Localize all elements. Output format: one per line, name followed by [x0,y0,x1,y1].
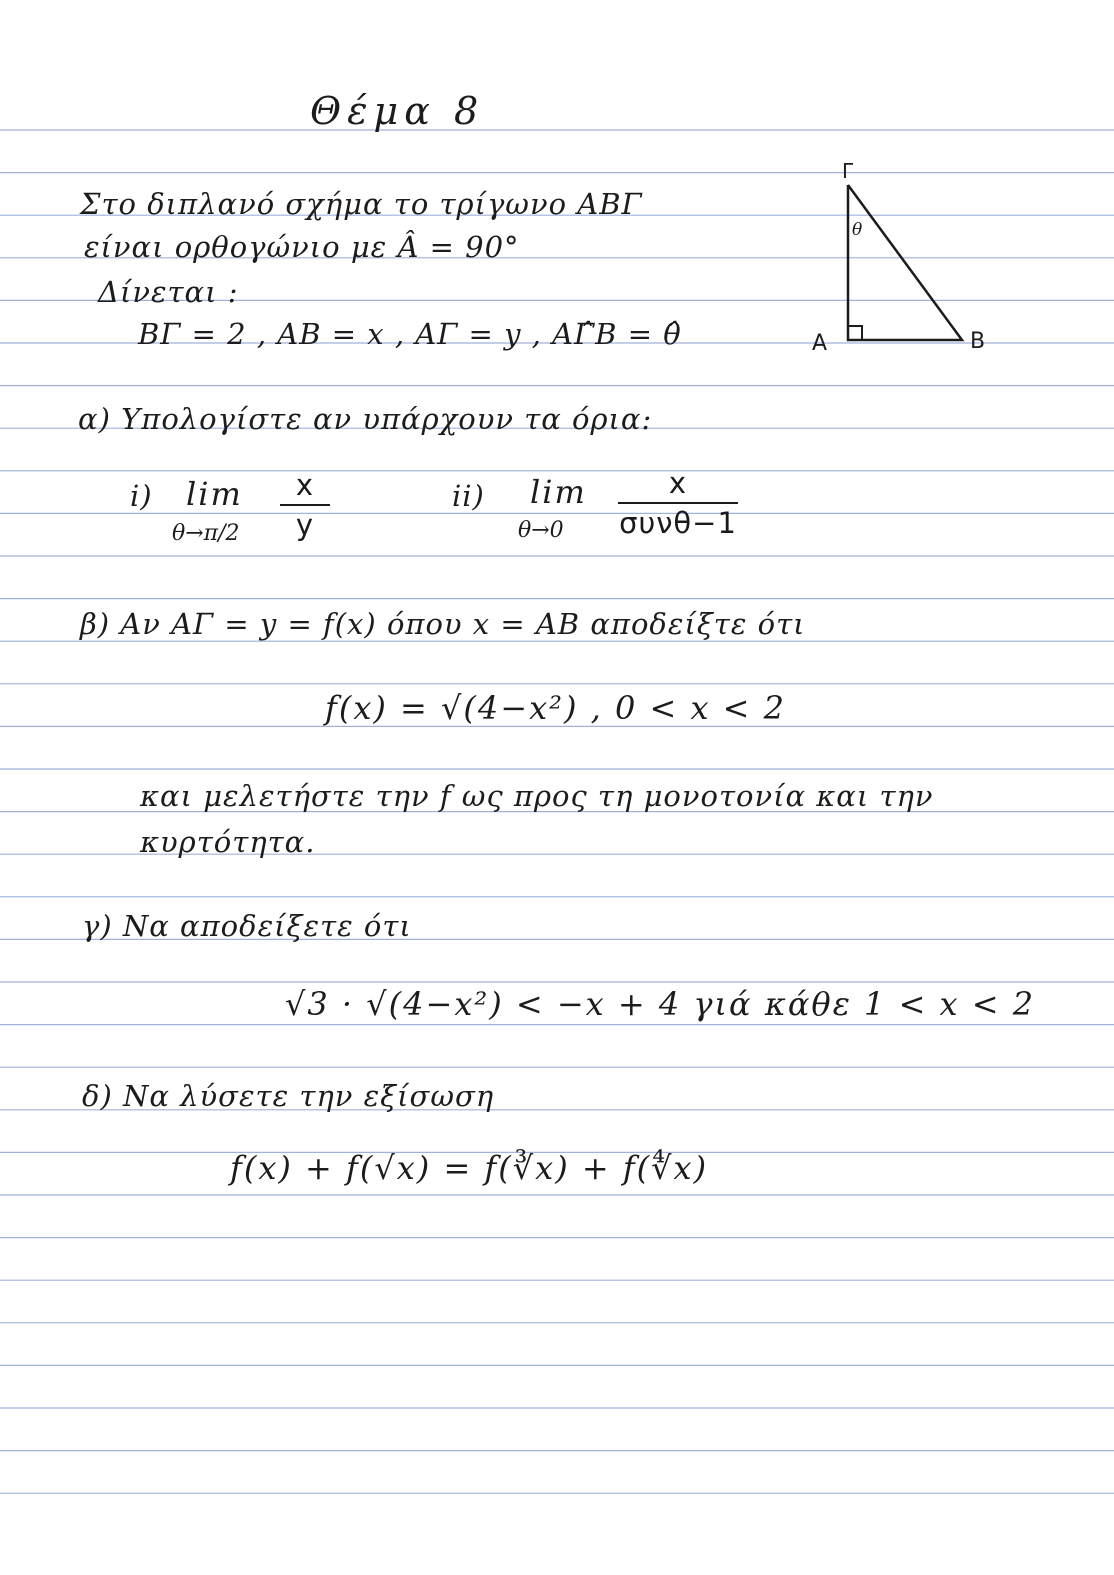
intro-line-3: Δίνεται : [98,275,239,309]
intro-line-1: Στο διπλανό σχήμα το τρίγωνο ΑΒΓ [80,187,643,221]
fraction-bar [618,502,738,504]
angle-theta-label: θ [852,220,863,240]
limit-i-denominator: y [295,508,315,542]
intro-line-2: είναι ορθογώνιο με Â = 90° [84,230,520,264]
intro-line-4: ΒΓ = 2 , ΑΒ = x , ΑΓ = y , ΑΓ̂Β = θ̂ [138,317,682,351]
part-b-continuation-1: και μελετήστε την f ως προς τη μονοτονία και την [140,779,934,813]
part-d-formula: f(x) + f(√x) = f(∛x) + f(∜x) [230,1149,709,1187]
part-d-label: δ) Να λύσετε την εξίσωση [82,1079,495,1113]
right-triangle-figure [800,160,1000,360]
limit-i-fraction [280,468,330,542]
page-title: Θέμα 8 [310,89,485,133]
limit-i-label: i) [130,479,153,513]
limit-i-subscript: θ→π/2 [172,521,240,546]
limit-ii-numerator: x [668,466,688,500]
limit-ii-subscript: θ→0 [518,518,564,543]
vertex-g-label: Γ [842,160,854,183]
part-c-label: γ) Να αποδείξετε ότι [82,909,412,943]
part-a-label: α) Υπολογίστε αν υπάρχουν τα όρια: [78,402,653,436]
triangle-sides [848,185,962,340]
limit-ii-lim: lim [530,473,587,511]
part-b-formula: f(x) = √(4−x²) , 0 < x < 2 [325,689,787,727]
part-b-continuation-2: κυρτότητα. [140,825,316,859]
vertex-a-label: A [812,331,828,356]
fraction-bar [280,504,330,506]
limit-ii-denominator: συνθ−1 [619,506,737,540]
part-b-label: β) Αν ΑΓ = y = f(x) όπου x = ΑΒ αποδείξτε ότι [80,607,806,641]
limit-ii-label: ii) [452,479,485,513]
vertex-b-label: B [970,329,986,354]
limit-ii-fraction [618,466,738,540]
limit-i-lim: lim [186,475,243,513]
part-c-formula: √3 · √(4−x²) < −x + 4 γιά κάθε 1 < x < 2 [285,985,1036,1023]
limit-i-numerator: x [295,468,315,502]
right-angle-mark [848,326,862,340]
